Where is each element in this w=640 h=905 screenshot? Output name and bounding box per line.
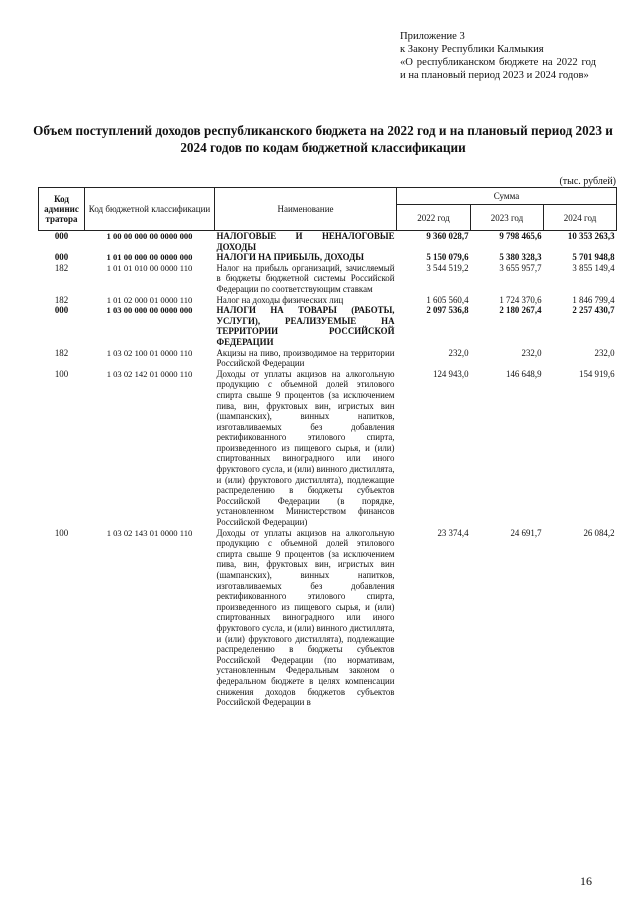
table-header — [39, 188, 617, 231]
cell-kbk: 1 00 00 000 00 0000 000 — [85, 231, 215, 253]
table-row — [39, 369, 617, 528]
cell-2024: 154 919,6 — [579, 368, 615, 379]
cell-admin-code: 000 — [39, 231, 85, 253]
cell-2022: 9 360 028,7 — [397, 231, 471, 253]
cell-name: НАЛОГОВЫЕ И НЕНАЛОГОВЫЕ ДОХОДЫ — [216, 231, 395, 252]
cell-admin-code: 000 — [54, 305, 69, 316]
header-admin-code: Код админис тратора — [39, 188, 85, 231]
cell-2024: 232,0 — [594, 347, 615, 358]
cell-kbk: 1 01 02 000 01 0000 110 — [106, 294, 193, 305]
page-number: 16 — [580, 874, 592, 888]
cell-kbk: 1 03 02 143 01 0000 110 — [106, 527, 193, 538]
cell-kbk: 1 01 01 010 00 0000 110 — [106, 262, 193, 273]
cell-admin-code: 182 — [54, 294, 69, 305]
cell-2023: 1 724 370,6 — [499, 294, 542, 305]
header-name: Наименование — [215, 188, 397, 231]
header-2023: 2023 год — [471, 205, 544, 231]
table-row — [39, 305, 617, 347]
header-sum: Сумма — [397, 188, 617, 205]
table-row — [39, 263, 617, 295]
table-body — [39, 231, 617, 708]
cell-2022: 124 943,0 — [433, 368, 469, 379]
cell-2023: 24 691,7 — [510, 527, 542, 538]
cell-admin-code: 000 — [54, 252, 69, 263]
cell-2022: 2 097 536,8 — [426, 305, 469, 316]
cell-kbk: 1 01 00 000 00 0000 000 — [106, 252, 193, 263]
appendix-line-2: к Закону Республики Калмыкия — [400, 44, 544, 55]
cell-2022: 5 150 079,6 — [426, 252, 469, 263]
cell-admin-code: 182 — [54, 347, 69, 358]
appendix-line-1: Приложение 3 — [400, 31, 465, 42]
cell-2022: 3 544 519,2 — [426, 262, 469, 273]
cell-2023: 5 380 328,3 — [499, 252, 542, 263]
cell-2023: 232,0 — [521, 347, 542, 358]
cell-2024: 5 701 948,8 — [572, 252, 615, 263]
header-2022: 2022 год — [397, 205, 471, 231]
cell-kbk: 1 03 02 142 01 0000 110 — [106, 368, 193, 379]
cell-2024: 2 257 430,7 — [572, 305, 615, 316]
table-row — [39, 252, 617, 263]
cell-name: Акцизы на пиво, производимое на территории Российской Федерации — [216, 347, 395, 369]
cell-2023: 146 648,9 — [506, 368, 542, 379]
cell-name: Доходы от уплаты акцизов на алкогольную продукцию с объемной долей этилового спирта свыше 9 процентов (за исключением пива, вин, фруктовых вин, игристых вин (шампанских), винных напитков, изготавливаемых без добавления ректификованного этилового спирта, произведенного из пищевого сырья, и (или) спиртованных виноградного или иного фруктового сусла, и (или) винного дистиллята, и (или) фруктового дистиллята), подлежащие распределению в бюджеты субъектов Российской Федерации (в порядке, установленном Министерством финансов Российской Федерации) — [216, 368, 395, 528]
table-row — [39, 295, 617, 306]
appendix-line-3: «О республиканском бюджете на 2022 год и на плановый период 2023 и 2024 годов» — [400, 57, 596, 81]
cell-kbk: 1 03 00 000 00 0000 000 — [106, 305, 193, 316]
cell-2024: 3 855 149,4 — [572, 262, 615, 273]
cell-admin-code: 100 — [54, 368, 69, 379]
cell-name: НАЛОГИ НА ПРИБЫЛЬ, ДОХОДЫ — [216, 252, 364, 263]
cell-name: НАЛОГИ НА ТОВАРЫ (РАБОТЫ, УСЛУГИ), РЕАЛИЗУЕМЫЕ НА ТЕРРИТОРИИ РОССИЙСКОЙ ФЕДЕРАЦИИ — [216, 305, 395, 347]
header-2024: 2024 год — [544, 205, 617, 231]
cell-name: Налог на доходы физических лиц — [216, 294, 344, 305]
cell-2023: 3 655 957,7 — [499, 262, 542, 273]
units-label: (тыс. рублей) — [559, 176, 616, 187]
appendix-heading — [400, 30, 596, 82]
cell-2023: 2 180 267,4 — [499, 305, 542, 316]
document-title: Объем поступлений доходов республиканского бюджета на 2022 год и на плановый период 2023 и 2024 годов по кодам бюджетной классификации — [33, 123, 613, 155]
cell-name: Доходы от уплаты акцизов на алкогольную продукцию с объемной долей этилового спирта свыше 9 процентов (за исключением пива, вин, фруктовых вин, игристых вин (шампанских), винных напитков, изготавливаемых без добавления ректификованного этилового спирта, произведенного из пищевого сырья, и (или) спиртованных виноградного или иного фруктового сусла, и (или) винного дистиллята, и (или) фруктового дистиллята), подлежащие распределению в бюджеты субъектов Российской Федерации (по нормативам, установленным Федеральным законом о федеральном бюджете в целях компенсации снижения доходов бюджетов субъектов Российской Федерации в — [216, 527, 395, 708]
table-row — [39, 348, 617, 369]
cell-name: Налог на прибыль организаций, зачисляемый в бюджеты бюджетной системы Российской Федерации по соответствующим ставкам — [216, 262, 395, 294]
cell-2022: 1 605 560,4 — [426, 294, 469, 305]
cell-2022: 23 374,4 — [437, 527, 469, 538]
revenue-table — [38, 187, 617, 708]
table-row — [39, 231, 617, 253]
table-row — [39, 528, 617, 708]
header-kbk: Код бюджетной классификации — [85, 188, 215, 231]
cell-2022: 232,0 — [448, 347, 469, 358]
cell-2024: 1 846 799,4 — [572, 294, 615, 305]
cell-admin-code: 100 — [54, 527, 69, 538]
cell-2024: 26 084,2 — [583, 527, 615, 538]
cell-kbk: 1 03 02 100 01 0000 110 — [106, 347, 193, 358]
cell-2024: 10 353 263,3 — [544, 231, 617, 253]
cell-admin-code: 182 — [54, 262, 69, 273]
cell-2023: 9 798 465,6 — [471, 231, 544, 253]
